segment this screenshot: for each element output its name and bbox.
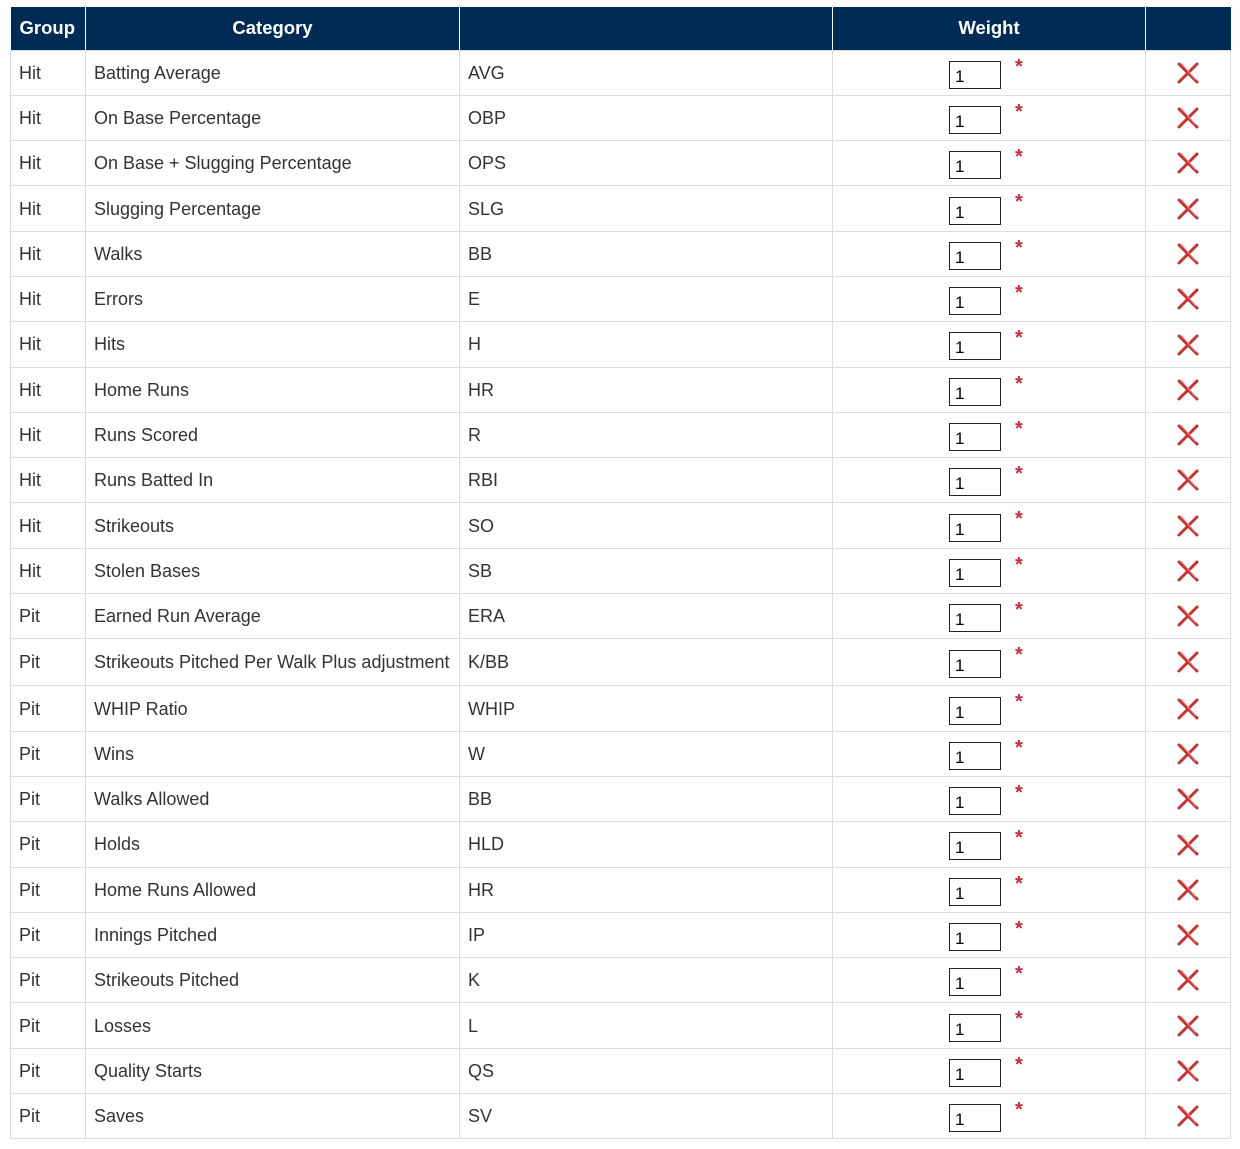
- category-cell: Home Runs: [86, 367, 460, 412]
- table-row: [11, 958, 1231, 1003]
- weight-cell: [833, 548, 1146, 593]
- delete-cell: [1146, 686, 1231, 731]
- required-marker: *: [1015, 463, 1023, 486]
- weight-cell: [833, 1003, 1146, 1048]
- delete-x-icon[interactable]: [1176, 1014, 1200, 1038]
- abbreviation-cell: QS: [460, 1048, 833, 1093]
- group-cell: Pit: [11, 912, 86, 957]
- table-row: [11, 776, 1231, 821]
- delete-cell: [1146, 141, 1231, 186]
- delete-x-icon[interactable]: [1176, 878, 1200, 902]
- delete-cell: [1146, 367, 1231, 412]
- category-cell: Home Runs Allowed: [86, 867, 460, 912]
- weight-cell: [833, 822, 1146, 867]
- category-cell: Strikeouts Pitched: [86, 958, 460, 1003]
- table-row: [11, 412, 1231, 457]
- table-row: [11, 639, 1231, 686]
- category-cell: Strikeouts Pitched Per Walk Plus adjustment: [86, 639, 460, 686]
- abbreviation-cell: K: [460, 958, 833, 1003]
- group-cell: Pit: [11, 594, 86, 639]
- abbreviation-cell: L: [460, 1003, 833, 1048]
- table-row: [11, 367, 1231, 412]
- category-cell: Holds: [86, 822, 460, 867]
- required-marker: *: [1015, 1099, 1023, 1122]
- abbreviation-cell: WHIP: [460, 686, 833, 731]
- weight-input[interactable]: 1: [949, 559, 1001, 587]
- category-cell: Stolen Bases: [86, 548, 460, 593]
- category-cell: Walks: [86, 231, 460, 276]
- table-row: [11, 548, 1231, 593]
- category-cell: On Base + Slugging Percentage: [86, 141, 460, 186]
- weight-input[interactable]: 1: [949, 332, 1001, 360]
- weight-cell: [833, 912, 1146, 957]
- weight-input[interactable]: 1: [949, 604, 1001, 632]
- delete-cell: [1146, 548, 1231, 593]
- weight-input[interactable]: 1: [949, 832, 1001, 860]
- delete-cell: [1146, 503, 1231, 548]
- abbreviation-cell: AVG: [460, 50, 833, 95]
- header-group: Group: [11, 7, 86, 50]
- weight-input[interactable]: 1: [949, 1059, 1001, 1087]
- required-marker: *: [1015, 1008, 1023, 1031]
- table-row: [11, 503, 1231, 548]
- weight-cell: [833, 231, 1146, 276]
- category-cell: Batting Average: [86, 50, 460, 95]
- weight-cell: [833, 276, 1146, 321]
- category-cell: Slugging Percentage: [86, 186, 460, 231]
- required-marker: *: [1015, 736, 1023, 759]
- weight-cell: [833, 458, 1146, 503]
- weight-input[interactable]: 1: [949, 468, 1001, 496]
- delete-cell: [1146, 867, 1231, 912]
- required-marker: *: [1015, 553, 1023, 576]
- weight-input[interactable]: 1: [949, 742, 1001, 770]
- abbreviation-cell: W: [460, 731, 833, 776]
- abbreviation-cell: E: [460, 276, 833, 321]
- required-marker: *: [1015, 644, 1023, 667]
- weight-cell: [833, 141, 1146, 186]
- group-cell: Hit: [11, 503, 86, 548]
- table-row: [11, 186, 1231, 231]
- table-row: [11, 1048, 1231, 1093]
- weight-cell: [833, 1048, 1146, 1093]
- group-cell: Hit: [11, 458, 86, 503]
- abbreviation-cell: SV: [460, 1094, 833, 1139]
- delete-x-icon[interactable]: [1176, 423, 1200, 447]
- delete-cell: [1146, 594, 1231, 639]
- group-cell: Hit: [11, 50, 86, 95]
- required-marker: *: [1015, 100, 1023, 123]
- abbreviation-cell: H: [460, 322, 833, 367]
- weight-input[interactable]: 1: [949, 423, 1001, 451]
- delete-cell: [1146, 276, 1231, 321]
- group-cell: Pit: [11, 639, 86, 686]
- table-row: [11, 95, 1231, 140]
- delete-x-icon[interactable]: [1176, 242, 1200, 266]
- weight-cell: [833, 958, 1146, 1003]
- delete-x-icon[interactable]: [1176, 604, 1200, 628]
- delete-x-icon[interactable]: [1176, 697, 1200, 721]
- weight-input[interactable]: 1: [949, 787, 1001, 815]
- abbreviation-cell: ERA: [460, 594, 833, 639]
- delete-cell: [1146, 776, 1231, 821]
- abbreviation-cell: HR: [460, 367, 833, 412]
- group-cell: Pit: [11, 1003, 86, 1048]
- group-cell: Hit: [11, 367, 86, 412]
- delete-x-icon[interactable]: [1176, 968, 1200, 992]
- category-cell: Saves: [86, 1094, 460, 1139]
- weight-input[interactable]: 1: [949, 287, 1001, 315]
- table-header-row: [11, 7, 1231, 50]
- delete-x-icon[interactable]: [1176, 787, 1200, 811]
- required-marker: *: [1015, 55, 1023, 78]
- delete-x-icon[interactable]: [1176, 742, 1200, 766]
- delete-x-icon[interactable]: [1176, 287, 1200, 311]
- required-marker: *: [1015, 417, 1023, 440]
- abbreviation-cell: IP: [460, 912, 833, 957]
- required-marker: *: [1015, 146, 1023, 169]
- category-cell: Wins: [86, 731, 460, 776]
- delete-x-icon[interactable]: [1176, 650, 1200, 674]
- category-cell: WHIP Ratio: [86, 686, 460, 731]
- abbreviation-cell: HLD: [460, 822, 833, 867]
- category-cell: Errors: [86, 276, 460, 321]
- group-cell: Pit: [11, 822, 86, 867]
- abbreviation-cell: OPS: [460, 141, 833, 186]
- header-action: [1146, 7, 1231, 50]
- required-marker: *: [1015, 691, 1023, 714]
- delete-x-icon[interactable]: [1176, 1104, 1200, 1128]
- table-row: [11, 686, 1231, 731]
- weight-cell: [833, 322, 1146, 367]
- table-row: [11, 1003, 1231, 1048]
- table-row: [11, 322, 1231, 367]
- abbreviation-cell: BB: [460, 231, 833, 276]
- abbreviation-cell: SO: [460, 503, 833, 548]
- weight-cell: [833, 412, 1146, 457]
- delete-x-icon[interactable]: [1176, 61, 1200, 85]
- delete-cell: [1146, 1003, 1231, 1048]
- table-row: [11, 141, 1231, 186]
- category-cell: Walks Allowed: [86, 776, 460, 821]
- delete-cell: [1146, 1094, 1231, 1139]
- weight-input[interactable]: 1: [949, 378, 1001, 406]
- abbreviation-cell: SB: [460, 548, 833, 593]
- delete-x-icon[interactable]: [1176, 559, 1200, 583]
- delete-cell: [1146, 412, 1231, 457]
- weight-cell: [833, 594, 1146, 639]
- group-cell: Hit: [11, 141, 86, 186]
- delete-cell: [1146, 1048, 1231, 1093]
- weight-input[interactable]: 1: [949, 197, 1001, 225]
- category-cell: Runs Batted In: [86, 458, 460, 503]
- required-marker: *: [1015, 599, 1023, 622]
- weight-input[interactable]: 1: [949, 650, 1001, 678]
- table-row: [11, 231, 1231, 276]
- delete-x-icon[interactable]: [1176, 514, 1200, 538]
- category-cell: Earned Run Average: [86, 594, 460, 639]
- category-cell: Innings Pitched: [86, 912, 460, 957]
- required-marker: *: [1015, 781, 1023, 804]
- header-abbreviation: [460, 7, 833, 50]
- weight-input[interactable]: 1: [949, 242, 1001, 270]
- weight-input[interactable]: 1: [949, 1104, 1001, 1132]
- table-body: [11, 50, 1231, 1139]
- abbreviation-cell: RBI: [460, 458, 833, 503]
- group-cell: Pit: [11, 867, 86, 912]
- delete-x-icon[interactable]: [1176, 833, 1200, 857]
- group-cell: Hit: [11, 186, 86, 231]
- group-cell: Hit: [11, 548, 86, 593]
- weight-input[interactable]: 1: [949, 923, 1001, 951]
- header-category: Category: [86, 7, 460, 50]
- group-cell: Pit: [11, 1048, 86, 1093]
- weight-cell: [833, 95, 1146, 140]
- required-marker: *: [1015, 1053, 1023, 1076]
- category-cell: Losses: [86, 1003, 460, 1048]
- weight-cell: [833, 731, 1146, 776]
- category-cell: Runs Scored: [86, 412, 460, 457]
- group-cell: Pit: [11, 731, 86, 776]
- required-marker: *: [1015, 327, 1023, 350]
- weight-cell: [833, 639, 1146, 686]
- category-cell: On Base Percentage: [86, 95, 460, 140]
- weight-input[interactable]: 1: [949, 151, 1001, 179]
- required-marker: *: [1015, 281, 1023, 304]
- required-marker: *: [1015, 917, 1023, 940]
- weight-input[interactable]: 1: [949, 106, 1001, 134]
- weight-cell: [833, 1094, 1146, 1139]
- delete-x-icon[interactable]: [1176, 333, 1200, 357]
- delete-cell: [1146, 458, 1231, 503]
- weight-cell: [833, 776, 1146, 821]
- delete-x-icon[interactable]: [1176, 378, 1200, 402]
- required-marker: *: [1015, 236, 1023, 259]
- table-row: [11, 867, 1231, 912]
- required-marker: *: [1015, 372, 1023, 395]
- required-marker: *: [1015, 963, 1023, 986]
- weight-cell: [833, 686, 1146, 731]
- required-marker: *: [1015, 872, 1023, 895]
- abbreviation-cell: K/BB: [460, 639, 833, 686]
- weight-cell: [833, 50, 1146, 95]
- table-row: [11, 594, 1231, 639]
- abbreviation-cell: BB: [460, 776, 833, 821]
- delete-x-icon[interactable]: [1176, 923, 1200, 947]
- category-cell: Hits: [86, 322, 460, 367]
- weight-input[interactable]: 1: [949, 514, 1001, 542]
- delete-cell: [1146, 95, 1231, 140]
- weight-cell: [833, 503, 1146, 548]
- weight-input[interactable]: 1: [949, 697, 1001, 725]
- abbreviation-cell: R: [460, 412, 833, 457]
- category-cell: Quality Starts: [86, 1048, 460, 1093]
- categories-table: [10, 7, 1231, 1139]
- group-cell: Pit: [11, 776, 86, 821]
- abbreviation-cell: SLG: [460, 186, 833, 231]
- weight-input[interactable]: 1: [949, 1014, 1001, 1042]
- weight-input[interactable]: 1: [949, 968, 1001, 996]
- weight-cell: [833, 367, 1146, 412]
- delete-cell: [1146, 731, 1231, 776]
- abbreviation-cell: OBP: [460, 95, 833, 140]
- table-row: [11, 50, 1231, 95]
- delete-x-icon[interactable]: [1176, 1059, 1200, 1083]
- group-cell: Hit: [11, 95, 86, 140]
- delete-cell: [1146, 186, 1231, 231]
- group-cell: Hit: [11, 412, 86, 457]
- delete-cell: [1146, 958, 1231, 1003]
- group-cell: Pit: [11, 1094, 86, 1139]
- group-cell: Hit: [11, 276, 86, 321]
- weight-input[interactable]: 1: [949, 61, 1001, 89]
- weight-cell: [833, 186, 1146, 231]
- table-row: [11, 276, 1231, 321]
- delete-x-icon[interactable]: [1176, 468, 1200, 492]
- abbreviation-cell: HR: [460, 867, 833, 912]
- table-row: [11, 731, 1231, 776]
- required-marker: *: [1015, 508, 1023, 531]
- delete-cell: [1146, 231, 1231, 276]
- weight-cell: [833, 867, 1146, 912]
- group-cell: Pit: [11, 686, 86, 731]
- delete-x-icon[interactable]: [1176, 106, 1200, 130]
- categories-table-container: [10, 7, 1230, 1139]
- required-marker: *: [1015, 827, 1023, 850]
- table-row: [11, 912, 1231, 957]
- category-cell: Strikeouts: [86, 503, 460, 548]
- required-marker: *: [1015, 191, 1023, 214]
- delete-cell: [1146, 912, 1231, 957]
- delete-cell: [1146, 822, 1231, 867]
- table-row: [11, 458, 1231, 503]
- delete-cell: [1146, 639, 1231, 686]
- table-row: [11, 1094, 1231, 1139]
- group-cell: Pit: [11, 958, 86, 1003]
- delete-x-icon[interactable]: [1176, 151, 1200, 175]
- delete-cell: [1146, 322, 1231, 367]
- delete-cell: [1146, 50, 1231, 95]
- header-weight: Weight: [833, 7, 1146, 50]
- group-cell: Hit: [11, 322, 86, 367]
- weight-input[interactable]: 1: [949, 878, 1001, 906]
- delete-x-icon[interactable]: [1176, 197, 1200, 221]
- table-row: [11, 822, 1231, 867]
- group-cell: Hit: [11, 231, 86, 276]
